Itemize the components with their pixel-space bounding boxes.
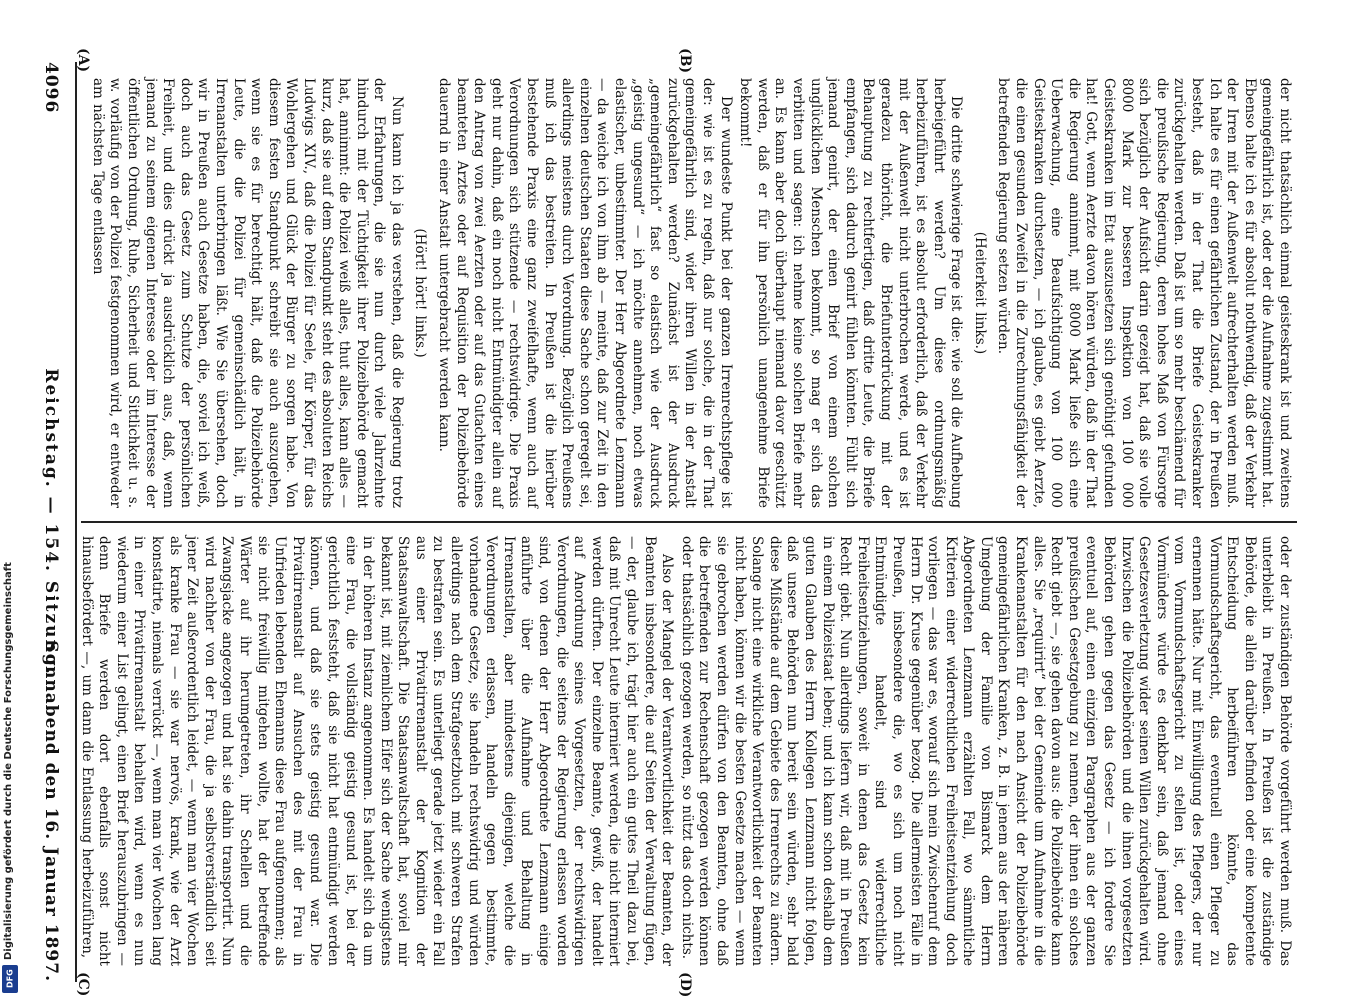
dfg-logo: DFG xyxy=(2,965,18,993)
margin-marker-a: (A) xyxy=(75,48,91,73)
column-divider xyxy=(81,521,1297,523)
paragraph: Nun kann ich ja das verstehen, daß die Regierung trotz der Erfahrungen, die sie nun durch viele Jahrzehnte hindurch mit der Tüchtigkeit ihrer Polizeibehörde gemacht hat, annimmt: die Polizei weiß alles, thut alles, kann alles — kurz, daß sie auf dem Standpunkt steht des absoluten Reichs Ludwigs XIV., daß die Polizei für Seele, für Körper, für das Wohlergehen und Glück der Bürger zu sorgen habe. Von diesem festen Standpunkt schreibt sie auch auszugehen, wenn sie es für berechtigt hält, daß die Polizeibehörde Leute, die die Polizei für gemeinschädlich hält, in Irrenanstalten unterbringen läßt. Wie Sie übersehen, doch wir in Preußen auch Gesetze haben, die, soviel ich weiß, doch auch das Gesetz zum Schutze der persönlichen Freiheit, und dies drückt ja ausdrücklich aus, daß, wenn jemand zu seinem eigenen Interesse oder im Interesse der öffentlichen Ordnung, Ruhe, Sicherheit und Sittlichkeit u. s. w. vorläufig von der Polizei festgenommen wird, er entweder am nächsten Tage entlassen xyxy=(89,78,405,508)
left-column xyxy=(83,78,1293,508)
interjection: (Heiterkeit links.) xyxy=(971,231,988,355)
margin-marker-b: (B) xyxy=(677,48,693,74)
funding-note: Digitalisierung gefördert durch die Deutsche Forschungsgemeinschaft xyxy=(3,562,14,960)
page-header xyxy=(33,62,63,982)
page-number: 4096 xyxy=(41,62,61,114)
digitization-sidebar xyxy=(0,0,20,1000)
interjection: (Hört! hört! links.) xyxy=(412,228,429,358)
margin-marker-d: (D) xyxy=(677,972,693,998)
paragraph: Der wundeste Punkt bei der ganzen Irrenrechtspflege ist der: wie ist es zu regeln, daß nur solche, die in der That gemeingefährlich sind, wider ihren Willen in der Anstalt zurückgehalten werden? Zunächst ist der Ausdruck „gemeingefährlich“ fast so elastisch wie der Ausdruck „geistig ungesund“ — ich möchte annehmen, noch etwas elastischer, unbestimmter. Der Herr Abgeordnete Lenzmann — da weiche ich von ihm ab — meinte, daß zur Zeit in den einzelnen deutschen Staaten diese Sache schon geregelt sei, allerdings meistens durch Verordnung. Bezüglich Preußens muß ich das bestreiten. In Preußen ist die hierüber bestehende Praxis eine ganz zweifelhafte, wenn auch auf Verordnungen sich stützende — rechtswidrige. Die Praxis geht nur dahin, daß ein noch nicht Entmündigter allein auf den Antrag von zwei Aerzten oder auf das Gutachten eines beamteten Arztes oder auf Requisition der Polizeibehörde dauernd in einer Anstalt untergebracht werden kann. xyxy=(436,78,734,508)
paragraph: Die dritte schwierige Frage ist die: wie soll die Aufhebung herbeigeführt werden? Um diese ordnungsmäßig herbeizuführen, ist es absolut erforderlich, daß der Verkehr mit der Außenwelt nicht unterbrochen werde, und es ist geradezu thöricht, die Briefunterdrückung mit der Behauptung zu rechtfertigen, daß dritte Leute, die Briefe empfangen, sich dadurch genirt fühlen könnten. Fühlt sich jemand genirt, der einen Brief von einem solchen unglücklichen Menschen bekommt, so mag er sich das verbitten und sagen: ich nehme keine solchen Briefe mehr an. Es kann aber doch überhaupt niemand davor geschützt werden, daß er für ihn persönlich unangenehme Briefe bekommt! xyxy=(737,78,965,508)
paragraph: oder der zuständigen Behörde vorgeführt werden muß. Das unterbleibt in Preußen. In Preußen ist die zuständige Behörde, die allein darüber befinden oder eine kompetente Entscheidung herbeiführen könnte, das Vormundschaftsgericht, das eventuell einen Pfleger zu ernennen hätte. Nur mit Einwilligung des Pflegers, der nur vom Vormundschaftsgericht zu stellen ist, oder eines Vormünders würde es denkbar sein, daß jemand ohne Gesetzesverletzung wider seinen Willen zurückgehalten wird. Inzwischen die Polizeibehörden und die ihnen vorgesetzten Behörden gehen gegen das Gesetz — ich fordere Sie eventuell auf, einen einzigen Paragraphen aus der ganzen preußischen Gesetzgebung zu nennen, der ihnen ein solches Recht giebt —, sie gehen davon aus: die Polizeibehörde kann alles. Sie „requirirt“ bei der Gemeinde um Aufnahme in die Krankenanstalten für den nach Ansicht der Polizeibehörde gemeingefährlichen Kranken, z. B. in jenem aus der näheren Umgebung der Familie von Bismarck dem Herrn Abgeordneten Lenzmann erzählten Fall, wo sämmtliche Kriterien einer widerrechtlichen Freiheitsentziehung doch vorliegen — das war es, worauf sich mein Zwischenruf dem Herrn Dr. Kruse gegenüber bezog. Die allermeisten Fälle in Preußen, insbesondere die, wo es sich um noch nicht Entmündigte handelt, sind widerrechtliche Freiheitsentziehungen, soweit in denen das Gesetz kein Recht giebt. Nun allerdings liefern wir, daß mit in Preußen in einem Polizeistaat leben; und ich kann schon deshalb dem guten Glauben des Herrn Kollegen Lenzmann nicht folgen, daß unsere Behörden nun bereit sein würden, sehr bald diese Mißstände auf dem Gebiete des Irrenrechts zu ändern. Solange nicht eine wirkliche Verantwortlichkeit der Beamten nicht haben, können wir die besten Gesetze machen — wenn sie gebrochen werden dürfen von den Beamten, ohne daß die betreffenden zur Rechenschaft gezogen werden können oder thatsächlich gezogen werden, so nützt das doch nichts. xyxy=(678,536,1293,966)
paragraph: der nicht thatsächlich einmal geisteskrank ist und zweitens gemeingefährlich ist, oder der die Aufnahme zugestimmt hat. Ebenso halte ich es für absolut nothwendig, daß der Verkehr der Irren mit der Außenwelt aufrechterhalten werden muß. Ich halte es für einen gefährlichen Zustand, der in Preußen besteht, daß in der That die Briefe Geisteskranker zurückgehalten werden. Daß ist um so mehr beschämend für die preußische Regierung, deren hohes Maß von Fürsorge sich bezüglich der Aufsicht darin gezeigt hat, daß sie volle 8000 Mark zur besseren Inspektion von 100 000 Geisteskranken im Etat auszusetzen sich genöthigt gefunden hat! Gott, wenn Aerzte davon hören würden, daß in der That die Regierung annimmt, mit 8000 Mark ließe sich eine Ueberwachung, eine Beaufsichtigung von 100 000 Geisteskranken durchsetzen, — ich glaube, es giebt Aerzte, die einen gesunden Zweifel in die Zurechnungsfähigkeit der betreffenden Regierung setzen würden. xyxy=(995,78,1293,508)
margin-marker-c: (C) xyxy=(75,972,91,997)
right-column xyxy=(78,536,1293,966)
header-title: Reichstag. — 154. Sitzung. xyxy=(41,368,61,676)
header-date: Sonnabend den 16. Januar 1897. xyxy=(41,640,61,982)
paragraph: Also der Mangel der Verantwortlichkeit der Beamten, der Beamten insbesondere, die auf Seiten der Verwaltung fügen, — der, glaube ich, trägt hier auch ein gutes Theil dazu bei, daß mit Unrecht Leute interniert werden, die nicht interniert werden dürften. Der einzelne Beamte, gewiß, der handelt auf Anordnung seines Vorgesetzten, der rechtswidrigen Verordnungen, die seitens der Regierung erlassen worden sind, von denen der Herr Abgeordnete Lenzmann einige anführte über die Aufnahme und Behaltung in Irrenanstalten, aber mindestens diejenigen, welche die Verordnungen erlassen, handeln gegen bestimmte, vorhandene Gesetze, sie handeln rechtswidrig und würden allerdings nach dem Strafgesetzbuch mit schweren Strafen zu bestrafen sein. Es unterliegt gerade jetzt wieder ein Fall aus einer Privatirrenanstalt der Kognition der Staatsanwaltschaft. Die Staatsanwaltschaft hat, soviel mir bekannt ist, mit ziemlichem Eifer sich der Sache wenigstens in der höheren Instanz angenommen. Es handelt sich da um eine Frau, die vollständig geistig gesund ist, bei der gerichtlich feststeht, daß sie nicht hat entmündigt werden können, und daß sie stets geistig gesund war. Die Privatirrenanstalt auf Ansuchen des mit der Frau in Unfrieden lebenden Ehemanns diese Frau aufgenommen; als sie nicht freiwillig mitgehen wollte, hat der betreffende Wärter auf ihr herumgetreten, ihr Schellen und die Zwangsjacke angezogen und hat sie dahin transportirt. Nun wird nachher von der Frau, die ja selbstverständlich seit jener Zeit außerordentlich leidet, — wenn man vier Wochen als kranke Frau — sie war nervös, krank, wie der Arzt konstatirte, niemals verrückt —, wenn man vier Wochen lang in einer Privatirrenanstalt behalten wird, wenn es nun wiederum einer List gelingt, einen Brief herauszubringen — denn Briefe werden dort ebenfalls sonst nicht hinausbefördert —, um dann die Entlassung herbeizuführen, xyxy=(78,536,676,966)
